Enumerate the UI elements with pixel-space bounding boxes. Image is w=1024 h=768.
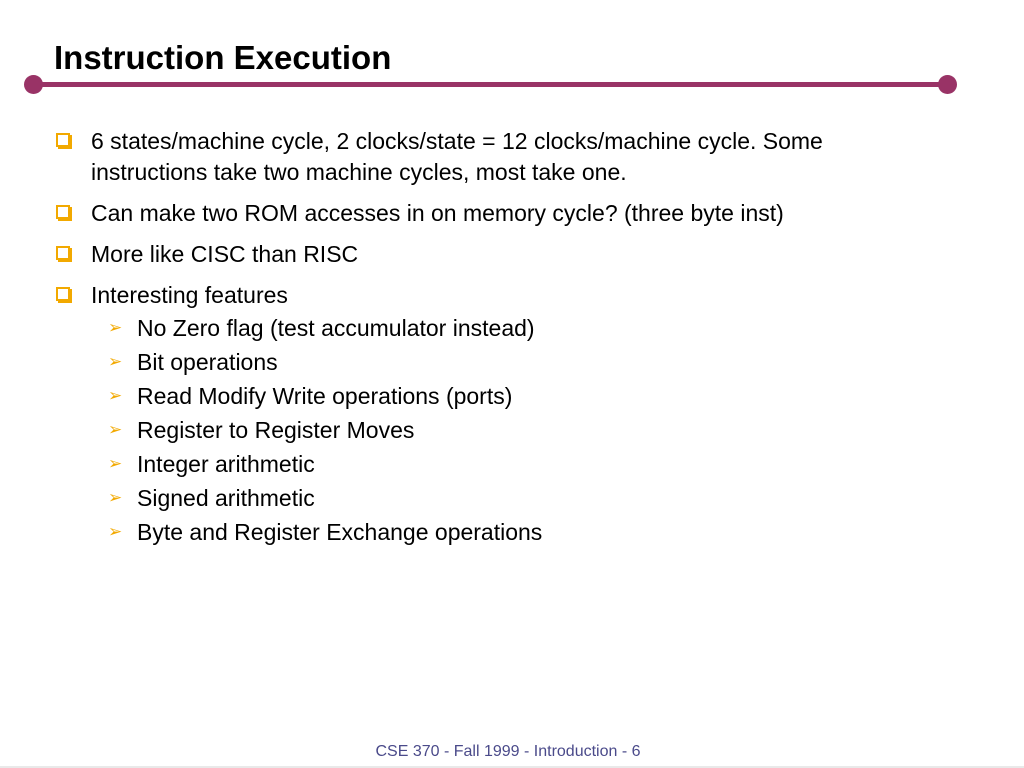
sub-bullet-text: Read Modify Write operations (ports) bbox=[137, 383, 513, 409]
square-bullet-icon bbox=[56, 246, 70, 260]
sub-bullet-text: Byte and Register Exchange operations bbox=[137, 519, 543, 545]
arrowhead-bullet-icon: ➢ bbox=[108, 386, 123, 406]
bullet-text: Can make two ROM accesses in on memory cycle? (three byte inst) bbox=[91, 200, 784, 226]
arrowhead-bullet-icon: ➢ bbox=[108, 454, 123, 474]
arrowhead-bullet-icon: ➢ bbox=[108, 488, 123, 508]
sub-bullet-item bbox=[91, 379, 934, 413]
sub-bullet-text: Integer arithmetic bbox=[137, 451, 315, 477]
title-rule-right-dot bbox=[938, 75, 957, 94]
square-bullet-icon bbox=[56, 133, 70, 147]
bullet-item bbox=[54, 280, 934, 549]
sub-bullet-text: Signed arithmetic bbox=[137, 485, 315, 511]
slide-footer bbox=[0, 742, 1016, 762]
arrowhead-bullet-icon: ➢ bbox=[108, 318, 123, 338]
bullet-item bbox=[54, 126, 934, 188]
bullet-list bbox=[54, 126, 934, 559]
sub-bullet-text: No Zero flag (test accumulator instead) bbox=[137, 315, 535, 341]
bullet-item bbox=[54, 198, 934, 229]
arrowhead-bullet-icon: ➢ bbox=[108, 352, 123, 372]
square-bullet-icon bbox=[56, 287, 70, 301]
bullet-text: More like CISC than RISC bbox=[91, 241, 359, 267]
title-rule bbox=[33, 82, 948, 87]
bullet-item bbox=[54, 239, 934, 270]
footer-text: CSE 370 - Fall 1999 - Introduction - 6 bbox=[375, 743, 641, 760]
sub-bullet-item bbox=[91, 447, 934, 481]
sub-bullet-item bbox=[91, 413, 934, 447]
sub-bullet-item bbox=[91, 311, 934, 345]
arrowhead-bullet-icon: ➢ bbox=[108, 420, 123, 440]
sub-bullet-text: Bit operations bbox=[137, 349, 278, 375]
bullet-text: Interesting features bbox=[91, 282, 288, 308]
arrowhead-bullet-icon: ➢ bbox=[108, 522, 123, 542]
slide-title: Instruction Execution bbox=[54, 39, 392, 76]
sub-bullet-list bbox=[91, 311, 934, 549]
sub-bullet-text: Register to Register Moves bbox=[137, 417, 415, 443]
bullet-text: 6 states/machine cycle, 2 clocks/state = 12 clocks/machine cycle. Some instructions take two machine cycles, most take one. bbox=[91, 128, 823, 185]
square-bullet-icon bbox=[56, 205, 70, 219]
sub-bullet-item bbox=[91, 345, 934, 379]
sub-bullet-item bbox=[91, 481, 934, 515]
sub-bullet-item bbox=[91, 515, 934, 549]
